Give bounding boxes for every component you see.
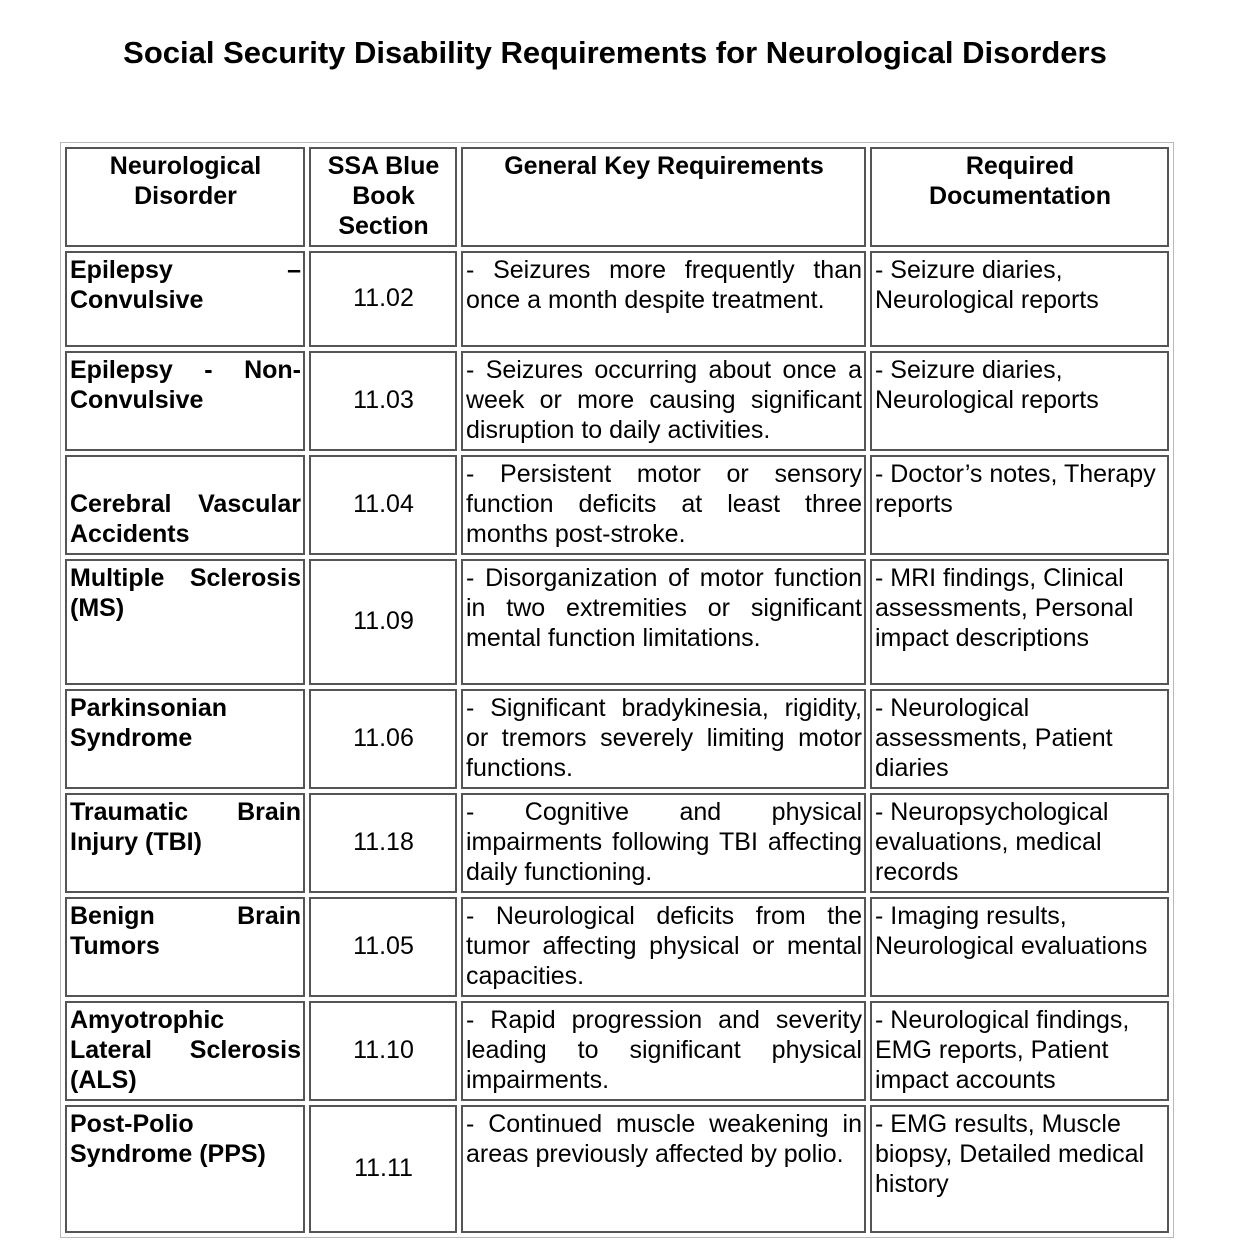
requirements-cell: - Cognitive and physical impairments following TBI affecting daily functioning. [461,793,866,893]
requirements-cell: - Neurological deficits from the tumor affecting physical or mental capacities. [461,897,866,997]
table-row [65,351,1169,451]
header-documentation: Required Documentation [870,147,1169,247]
disorder-cell: Benign Brain Tumors [65,897,305,997]
documentation-cell: - Neurological findings, EMG reports, Patient impact accounts [870,1001,1169,1101]
requirements-cell: - Continued muscle weakening in areas previously affected by polio. [461,1105,866,1233]
requirements-cell: - Disorganization of motor function in two extremities or significant mental function limitations. [461,559,866,685]
header-section: SSA Blue Book Section [309,147,457,247]
documentation-cell: - Neuropsychological evaluations, medical records [870,793,1169,893]
disorder-cell: Parkinsonian Syndrome [65,689,305,789]
documentation-cell: - MRI findings, Clinical assessments, Personal impact descriptions [870,559,1169,685]
table-row [65,897,1169,997]
disorder-cell: Cerebral Vascular Accidents [65,455,305,555]
table-row [65,455,1169,555]
section-cell: 11.04 [309,455,457,555]
table-row [65,689,1169,789]
requirements-cell: - Rapid progression and severity leading to significant physical impairments. [461,1001,866,1101]
requirements-table [60,142,1174,1238]
section-cell: 11.02 [309,251,457,347]
header-requirements: General Key Requirements [461,147,866,247]
disorder-cell: Multiple Sclerosis (MS) [65,559,305,685]
table-row [65,793,1169,893]
documentation-cell: - Neurological assessments, Patient diaries [870,689,1169,789]
page-title: Social Security Disability Requirements for Neurological Disorders [123,35,1107,70]
section-cell: 11.11 [309,1105,457,1233]
table-row [65,1105,1169,1233]
documentation-cell: - EMG results, Muscle biopsy, Detailed medical history [870,1105,1169,1233]
section-cell: 11.09 [309,559,457,685]
requirements-cell: - Persistent motor or sensory function deficits at least three months post-stroke. [461,455,866,555]
disorder-cell: Epilepsy – Convulsive [65,251,305,347]
documentation-cell: - Seizure diaries, Neurological reports [870,351,1169,451]
documentation-cell: - Seizure diaries, Neurological reports [870,251,1169,347]
requirements-cell: - Seizures more frequently than once a month despite treatment. [461,251,866,347]
requirements-cell: - Significant bradykinesia, rigidity, or tremors severely limiting motor functions. [461,689,866,789]
disorder-cell: Post-Polio Syndrome (PPS) [65,1105,305,1233]
section-cell: 11.10 [309,1001,457,1101]
documentation-cell: - Imaging results, Neurological evaluations [870,897,1169,997]
section-cell: 11.03 [309,351,457,451]
requirements-cell: - Seizures occurring about once a week or more causing significant disruption to daily activities. [461,351,866,451]
disorder-cell: Epilepsy - Non-Convulsive [65,351,305,451]
section-cell: 11.18 [309,793,457,893]
table-row [65,1001,1169,1101]
section-cell: 11.06 [309,689,457,789]
header-disorder: Neurological Disorder [65,147,305,247]
documentation-cell: - Doctor’s notes, Therapy reports [870,455,1169,555]
disorder-cell: Traumatic Brain Injury (TBI) [65,793,305,893]
section-cell: 11.05 [309,897,457,997]
table-header-row [65,147,1169,247]
disorder-cell: Amyotrophic Lateral Sclerosis (ALS) [65,1001,305,1101]
table-row [65,559,1169,685]
table-row [65,251,1169,347]
